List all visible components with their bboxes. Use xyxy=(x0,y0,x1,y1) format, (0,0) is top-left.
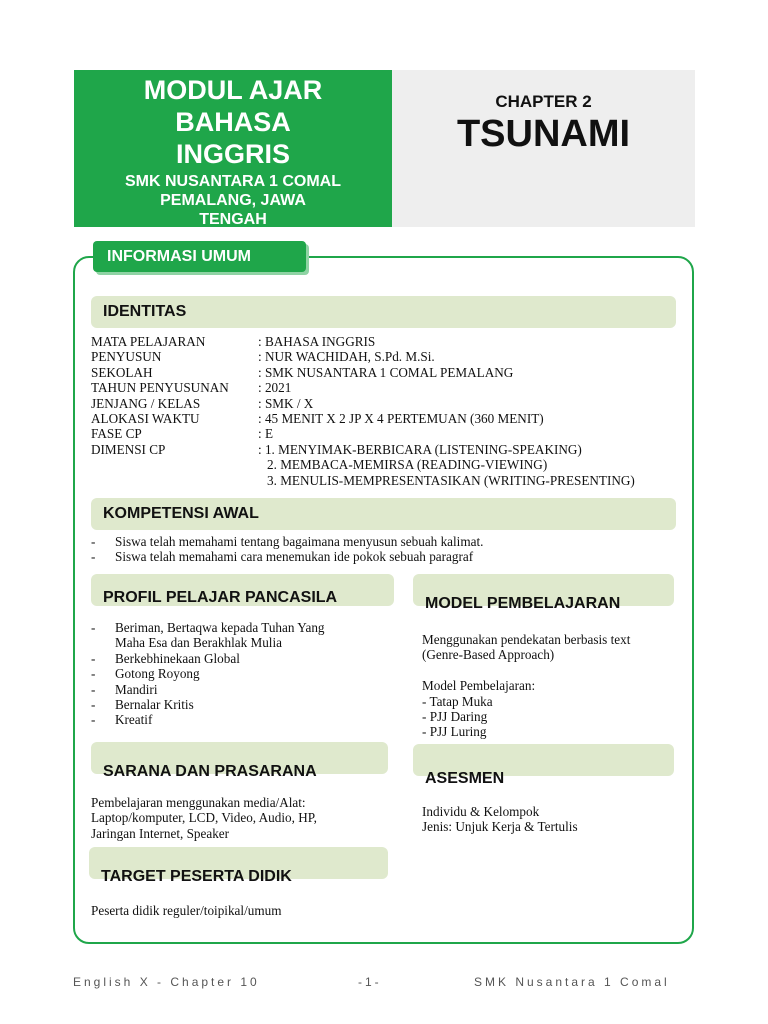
identitas-row xyxy=(91,411,635,426)
school-name-line: SMK NUSANTARA 1 COMAL xyxy=(125,173,341,190)
identitas-label: ALOKASI WAKTU xyxy=(91,411,200,427)
model-pembelajaran-heading: MODEL PEMBELAJARAN xyxy=(413,574,674,606)
kompetensi-awal-heading: KOMPETENSI AWAL xyxy=(91,498,676,530)
text-line: Jaringan Internet, Speaker xyxy=(91,825,230,841)
kompetensi-awal-list xyxy=(91,534,676,565)
identitas-table xyxy=(91,334,635,488)
identitas-value: : BAHASA INGGRIS xyxy=(258,334,376,349)
identitas-value: : SMK NUSANTARA 1 COMAL PEMALANG xyxy=(258,364,514,380)
identitas-label: DIMENSI CP xyxy=(91,441,166,457)
identitas-heading: IDENTITAS xyxy=(91,296,676,328)
text-line: Individu & Kelompok xyxy=(422,804,540,819)
identitas-label: MATA PELAJARAN xyxy=(91,334,206,349)
text-line: (Genre-Based Approach) xyxy=(422,647,555,663)
sarana-prasarana-text xyxy=(91,795,391,841)
list-item: - Siswa telah memahami tentang bagaimana menyusun sebuah kalimat. xyxy=(91,534,676,549)
identitas-value: : 2021 xyxy=(258,380,292,396)
profil-pelajar-list xyxy=(91,620,391,728)
list-item: - Berkebhinekaan Global xyxy=(91,651,391,666)
text-line: Pembelajaran menggunakan media/Alat: xyxy=(91,795,306,810)
identitas-row xyxy=(91,442,635,457)
module-title xyxy=(74,74,392,170)
list-item: - Beriman, Bertaqwa kepada Tuhan Yang xyxy=(91,620,391,635)
identitas-value: : E xyxy=(258,426,274,442)
list-item: - Mandiri xyxy=(91,682,391,697)
list-item: - Bernalar Kritis xyxy=(91,697,391,712)
footer-left: English X - Chapter 10 xyxy=(73,975,260,989)
text-line: Menggunakan pendekatan berbasis text xyxy=(422,632,631,647)
dimensi-cp-continuation: 2. MEMBACA-MEMIRSA (READING-VIEWING) xyxy=(267,457,548,473)
school-name-line: TENGAH xyxy=(199,211,267,228)
target-peserta-text: Peserta didik reguler/toipikal/umum xyxy=(91,903,282,918)
module-title-line: BAHASA xyxy=(175,107,291,137)
list-item: - Siswa telah memahami cara menemukan ide pokok sebuah paragraf xyxy=(91,549,676,564)
text-line: - Tatap Muka xyxy=(422,693,493,709)
page-number: -1- xyxy=(358,975,382,989)
chapter-label: CHAPTER 2 xyxy=(495,92,592,111)
identitas-row xyxy=(91,396,635,411)
footer-right: SMK Nusantara 1 Comal xyxy=(474,975,670,989)
identitas-label: SEKOLAH xyxy=(91,364,153,380)
identitas-row xyxy=(91,380,635,395)
informasi-umum-tab: INFORMASI UMUM xyxy=(93,241,306,272)
list-item-continuation: Maha Esa dan Berakhlak Mulia xyxy=(115,635,282,651)
dimensi-cp-continuation: 3. MENULIS-MEMPRESENTASIKAN (WRITING-PRESENTING) xyxy=(267,472,635,488)
target-peserta-heading: TARGET PESERTA DIDIK xyxy=(89,847,388,879)
sarana-prasarana-heading: SARANA DAN PRASARANA xyxy=(91,742,388,774)
model-pembelajaran-text xyxy=(422,632,677,740)
profil-pelajar-heading: PROFIL PELAJAR PANCASILA xyxy=(91,574,394,606)
module-title-line: INGGRIS xyxy=(175,139,290,169)
identitas-row xyxy=(91,349,635,364)
identitas-label: FASE CP xyxy=(91,426,142,442)
identitas-value: : SMK / X xyxy=(258,395,314,411)
identitas-value: : 1. MENYIMAK-BERBICARA (LISTENING-SPEAKING) xyxy=(258,441,582,457)
identitas-label: JENJANG / KELAS xyxy=(91,395,201,411)
school-name xyxy=(74,172,392,229)
list-item: - Kreatif xyxy=(91,712,391,727)
asesmen-text xyxy=(422,804,677,835)
identitas-row xyxy=(91,334,635,349)
school-name-line: PEMALANG, JAWA xyxy=(160,192,306,209)
module-title-line: MODUL AJAR xyxy=(143,75,323,105)
text-line: Model Pembelajaran: xyxy=(422,678,536,694)
identitas-value: : 45 MENIT X 2 JP X 4 PERTEMUAN (360 MENIT) xyxy=(258,411,544,427)
header-title-block xyxy=(74,70,392,227)
identitas-row xyxy=(91,426,635,441)
identitas-value: : NUR WACHIDAH, S.Pd. M.Si. xyxy=(258,349,435,365)
text-line: Laptop/komputer, LCD, Video, Audio, HP, xyxy=(91,810,317,826)
text-line: - PJJ Daring xyxy=(422,709,488,725)
header-chapter-block xyxy=(392,70,695,227)
chapter-topic: TSUNAMI xyxy=(456,113,631,155)
identitas-label: TAHUN PENYUSUNAN xyxy=(91,380,229,396)
asesmen-heading: ASESMEN xyxy=(413,744,674,776)
text-line: Jenis: Unjuk Kerja & Tertulis xyxy=(422,819,578,835)
list-item: - Gotong Royong xyxy=(91,666,391,681)
spacer xyxy=(422,663,677,678)
text-line: - PJJ Luring xyxy=(422,724,487,740)
identitas-row xyxy=(91,365,635,380)
identitas-label: PENYUSUN xyxy=(91,349,162,365)
